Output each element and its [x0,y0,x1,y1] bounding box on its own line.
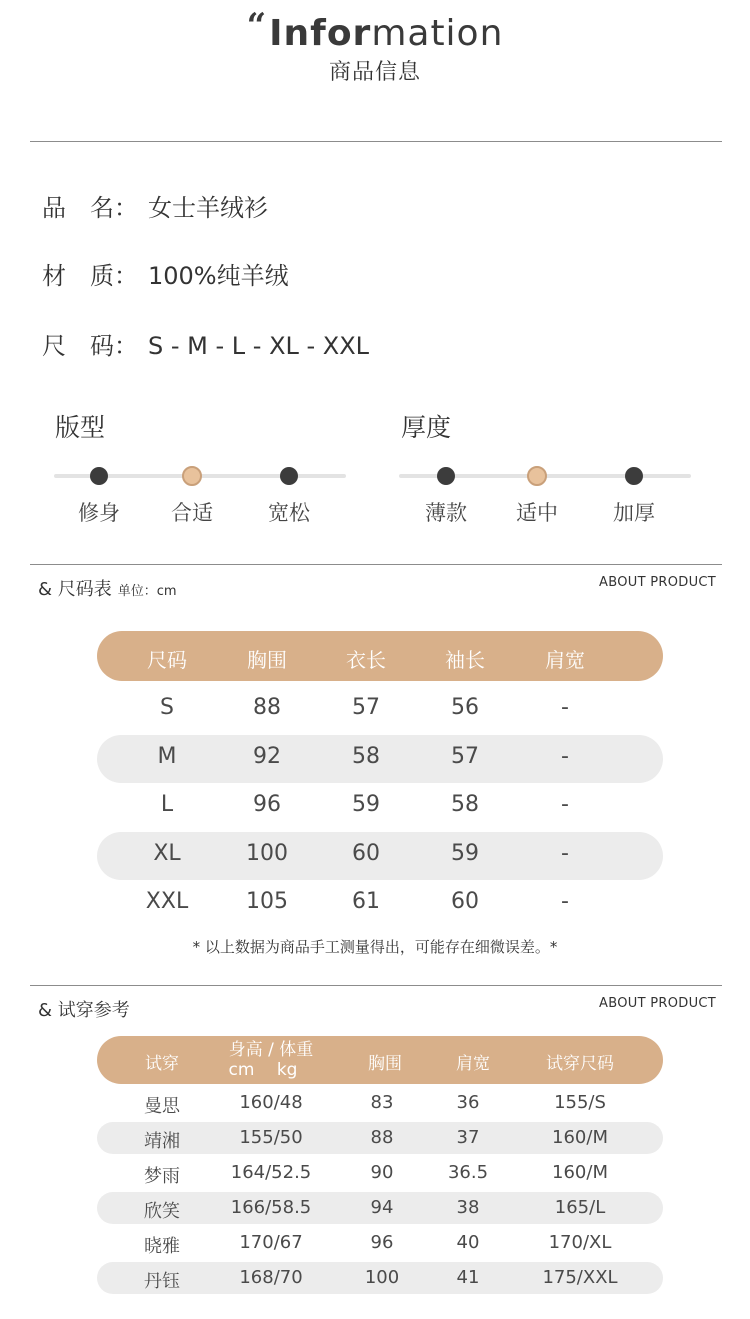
info-size-label: 尺 码： [42,332,138,360]
table-cell: 92 [253,743,281,769]
table-cell: 57 [352,695,380,720]
table-row [97,1192,663,1224]
size-chart-unit: 单位：cm [117,584,177,599]
measurement-note: * 以上数据为商品手工测量得出，可能存在细微误差。* [192,938,558,956]
thickness-option-label: 适中 [516,501,558,525]
tryon-header-cell: 试穿 [145,1054,179,1074]
tryon-header-units: cm kg [228,1060,298,1080]
info-material-label: 材 质： [42,262,138,290]
table-cell: S [160,695,174,720]
table-cell: - [561,695,569,720]
table-cell: XXL [145,889,189,914]
table-cell: 100 [246,840,288,866]
table-cell: 40 [456,1232,480,1253]
table-cell: 37 [456,1127,480,1148]
thickness-title: 厚度 [401,413,452,442]
divider [30,985,722,986]
table-cell: 41 [456,1267,480,1288]
thickness-dot [625,467,643,485]
table-cell: 58 [352,743,380,769]
table-cell: 梦雨 [144,1166,180,1187]
table-cell: 曼思 [144,1096,180,1117]
table-cell: 58 [451,792,479,817]
table-cell: 38 [456,1197,480,1218]
table-cell: 94 [370,1197,394,1218]
size-header-cell: 衣长 [346,648,386,672]
tryon-header-cell: 身高 / 体重 [228,1040,314,1060]
table-cell: - [561,889,569,914]
thickness-dot-selected [527,466,547,486]
table-cell: 60 [352,840,380,866]
table-cell: 晓雅 [144,1236,180,1257]
info-size-value: S - M - L - XL - XXL [148,332,370,360]
try-on-header [97,1036,663,1084]
thickness-dot [437,467,455,485]
about-product-label: ABOUT PRODUCT [599,575,716,590]
table-cell: L [160,792,174,817]
table-cell: 100 [364,1267,400,1288]
page-title [0,6,750,54]
table-cell: - [561,743,569,769]
table-cell: 靖湘 [144,1131,180,1152]
table-cell: 105 [246,889,288,914]
table-cell: 56 [451,695,479,720]
tryon-header-cell: 胸围 [368,1054,402,1074]
tryon-header-cell: 试穿尺码 [546,1054,614,1074]
table-cell: 168/70 [239,1267,303,1288]
table-row [97,1262,663,1294]
table-cell: XL [153,840,181,866]
about-product-label: ABOUT PRODUCT [599,996,716,1011]
size-chart-title [38,575,177,601]
try-on-title: & 试穿参考 [38,1000,130,1021]
table-cell: 83 [370,1092,394,1113]
table-cell: 36.5 [447,1162,489,1183]
info-material-value: 100%纯羊绒 [148,262,289,290]
table-row [97,1227,663,1259]
table-row [97,1157,663,1189]
table-cell: 88 [253,695,281,720]
divider [30,141,722,142]
table-cell: 90 [370,1162,394,1183]
fit-option-label: 修身 [78,501,120,525]
table-cell: 155/50 [239,1127,303,1148]
page-subtitle: 商品信息 [328,60,421,85]
table-row [97,832,663,880]
table-row [97,686,663,734]
table-cell: 57 [451,743,479,769]
size-chart-heading: & 尺码表 [38,579,112,600]
table-cell: 165/L [554,1197,606,1218]
table-cell: 61 [352,889,380,914]
fit-option-label: 宽松 [268,501,310,525]
table-cell: 170/67 [239,1232,303,1253]
quote-mark: “ [246,6,268,46]
info-size-row [42,326,369,361]
thickness-option-label: 薄款 [425,501,467,525]
table-cell: 96 [253,792,281,817]
table-row [97,735,663,783]
fit-option-label: 合适 [171,501,213,525]
divider [30,564,722,565]
tryon-header-cell: 肩宽 [456,1054,490,1074]
table-cell: 175/XXL [542,1267,618,1288]
info-name-value: 女士羊绒衫 [148,194,268,222]
fit-dot [90,467,108,485]
fit-title: 版型 [55,413,106,442]
table-cell: 36 [456,1092,480,1113]
size-header-cell: 胸围 [247,648,287,672]
table-row [97,783,663,831]
table-cell: 164/52.5 [230,1162,312,1183]
table-row [97,880,663,928]
table-cell: 欣笑 [144,1201,180,1222]
table-cell: M [157,743,177,769]
table-row [97,1122,663,1154]
info-material-row [42,256,289,291]
size-header-cell: 肩宽 [545,648,585,672]
table-cell: - [561,792,569,817]
table-cell: - [561,840,569,866]
table-cell: 170/XL [548,1232,612,1253]
table-cell: 60 [451,889,479,914]
info-name-row [42,188,268,223]
fit-dot-selected [182,466,202,486]
table-cell: 160/M [552,1162,608,1183]
size-header-cell: 尺码 [147,648,187,672]
thickness-option-label: 加厚 [613,501,655,525]
table-cell: 160/48 [239,1092,303,1113]
size-header-cell: 袖长 [445,648,485,672]
fit-dot [280,467,298,485]
table-cell: 88 [370,1127,394,1148]
table-cell: 59 [352,792,380,817]
info-name-label: 品 名： [42,194,138,222]
table-cell: 丹钰 [144,1271,180,1292]
table-row [97,1087,663,1119]
title-bold: Infor [269,13,372,54]
table-cell: 59 [451,840,479,866]
table-cell: 96 [370,1232,394,1253]
table-cell: 160/M [552,1127,608,1148]
size-chart-header [97,631,663,681]
table-cell: 155/S [554,1092,606,1113]
table-cell: 166/58.5 [230,1197,312,1218]
title-light: mation [371,13,504,54]
